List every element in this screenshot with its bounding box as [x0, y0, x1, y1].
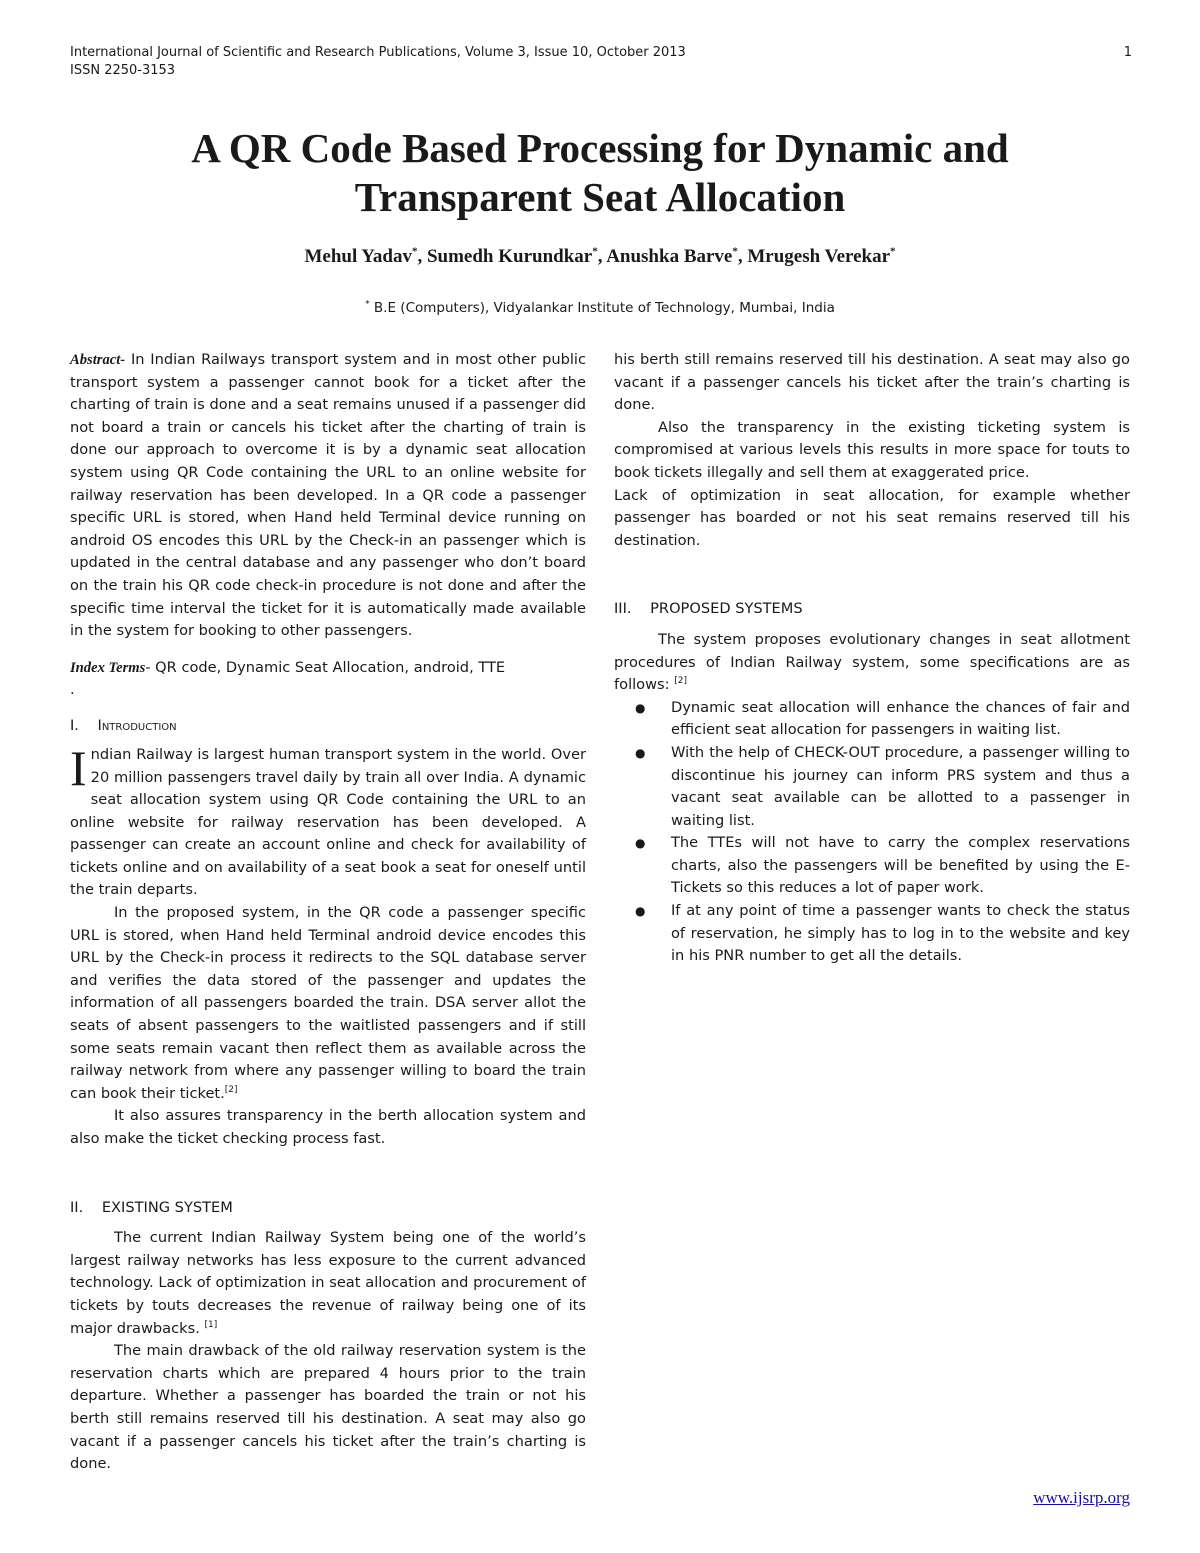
author-name: Anushka Barve [606, 246, 733, 267]
journal-website-link[interactable]: www.ijsrp.org [1033, 1488, 1130, 1507]
intro-paragraph-1 [70, 739, 586, 902]
section-number: III. [614, 600, 632, 618]
index-terms-trailing: . [70, 681, 75, 699]
section-title: PROPOSED SYSTEMS [650, 600, 803, 618]
bullet-item: ● With the help of CHECK-OUT procedure, a passenger willing to discontinue his journey can inform PRS system and thus a vacant seat available can be allotted to a passenger in waiting list. [671, 742, 1130, 832]
section-heading-proposed [614, 598, 1130, 621]
existing-paragraph-4: Lack of optimization in seat allocation, for example whether passenger has boarded or not his seat remains reserved till his destination. [614, 486, 1130, 549]
author-list: Mehul Yadav*, Sumedh Kurundkar*, Anushka Barve*, Mrugesh Verekar* [304, 245, 896, 267]
abstract-text: In Indian Railways transport system and in most other public transport system a passenger cannot book for a ticket after the charting of train is done and a seat remains unused if a passenger did not board a train or cancels his ticket after the charting of train is done our approach to overcome it is by a dynamic seat allocation system using QR Code containing the URL to an online website for railway reservation has been developed. In a QR code a passenger specific URL is stored, when Hand held Terminal device running on android OS encodes this URL by the Check-in an passenger which is updated in the central database and any passenger who don’t board on the train his QR code check-in procedure is not done and after the specific time interval the ticket for it is automatically made available in the system for booking to other passengers. [70, 351, 586, 640]
existing-paragraph-2: The main drawback of the old railway reservation system is the reservation charts which are prepared 4 hours prior to the train departure. Whether a passenger has boarded the train or not his berth still remains reserved till his destination. A seat may also go vacant if a passenger cancels his ticket after the train’s charting is done. [70, 1342, 586, 1473]
right-column [614, 349, 1130, 968]
journal-line: International Journal of Scientific and Research Publications, Volume 3, Issue 10, October 2013 [70, 45, 686, 60]
author-name: Mehul Yadav [304, 246, 412, 267]
index-terms-text: - QR code, Dynamic Seat Allocation, android, TTE [145, 658, 506, 676]
proposed-intro-text: The system proposes evolutionary changes in seat allotment procedures of Indian Railway system, some specifications are as follows: [614, 630, 1130, 694]
abstract [70, 349, 586, 643]
affiliation [0, 300, 1200, 316]
title-line-1: A QR Code Based Processing for Dynamic and [191, 125, 1009, 171]
section-number: II. [70, 1198, 84, 1216]
section-heading-existing [70, 1197, 586, 1220]
abstract-label: Abstract- [70, 352, 126, 368]
section-number: I. [70, 717, 79, 735]
page-number: 1 [1123, 45, 1132, 60]
author-name: Sumedh Kurundkar [426, 246, 593, 267]
existing-paragraph-2-continued: his berth still remains reserved till his destination. A seat may also go vacant if a passenger cancels his ticket after the train’s charting is done. [614, 351, 1130, 414]
paper-title [0, 124, 1200, 222]
author-name: Mrugesh Verekar [747, 246, 891, 267]
affiliation-mark: * [365, 299, 370, 310]
author-mark: * [890, 245, 896, 258]
drop-cap: I [70, 739, 87, 796]
index-terms [70, 657, 586, 680]
running-header [70, 44, 1132, 80]
author-mark: * [732, 245, 738, 258]
section-heading-introduction [70, 715, 586, 738]
intro-paragraph-2 [70, 902, 586, 1105]
section-title: EXISTING SYSTEM [101, 1198, 233, 1216]
citation: [2] [224, 1084, 238, 1095]
proposed-bullet-list [614, 697, 1130, 968]
affiliation-text: B.E (Computers), Vidyalankar Institute of Technology, Mumbai, India [373, 300, 835, 316]
intro-paragraph-1-text: ndian Railway is largest human transport system in the world. Over 20 million passengers travel daily by train all over India. A dynamic seat allocation system using QR Code containing the URL to an online website for railway reservation has been developed. A passenger can create an account online and check for availability of tickets online and on availability of a seat book a seat for oneself until the train departs. [70, 745, 586, 899]
author-mark: * [411, 245, 418, 258]
section-title: Introduction [97, 717, 177, 735]
issn-line: ISSN 2250-3153 [70, 63, 176, 78]
intro-paragraph-2-text: In the proposed system, in the QR code a passenger specific URL is stored, when Hand held Terminal android device encodes this URL by the Check-in process it redirects to the SQL database server and verifies the data stored of the passenger and updates the information of all passengers boarded the train. DSA server allot the seats of absent passengers to the waitlisted passengers and if still some seats remain vacant then reflect them as available across the railway network from where any passenger willing to board the train can book their ticket. [70, 904, 586, 1102]
proposed-intro [614, 629, 1130, 697]
existing-paragraph-1-text: The current Indian Railway System being one of the world’s largest railway networks has less exposure to the current advanced technology. Lack of optimization in seat allocation and procurement of tickets by touts decreases the revenue of railway being one of its major drawbacks. [70, 1229, 586, 1337]
title-line-2: Transparent Seat Allocation [354, 174, 846, 220]
index-terms-label: Index Terms [70, 659, 146, 676]
left-column [70, 349, 586, 1473]
bullet-item: ● Dynamic seat allocation will enhance the chances of fair and efficient seat allocation for passengers in waiting list. [671, 697, 1130, 742]
intro-paragraph-3: It also assures transparency in the berth allocation system and also make the ticket checking process fast. [70, 1107, 586, 1147]
existing-paragraph-3: Also the transparency in the existing ticketing system is compromised at various levels this results in more space for touts to book tickets illegally and sell them at exaggerated price. [614, 418, 1130, 481]
bullet-item: ● If at any point of time a passenger wants to check the status of reservation, he simply has to log in to the website and key in his PNR number to get all the details. [671, 900, 1130, 968]
bullet-item: ● The TTEs will not have to carry the complex reservations charts, also the passengers will be benefited by using the E-Tickets so this reduces a lot of paper work. [671, 832, 1130, 900]
citation: [2] [674, 676, 687, 687]
citation: [1] [204, 1319, 218, 1330]
author-mark: * [592, 245, 598, 258]
existing-paragraph-1 [70, 1227, 586, 1340]
